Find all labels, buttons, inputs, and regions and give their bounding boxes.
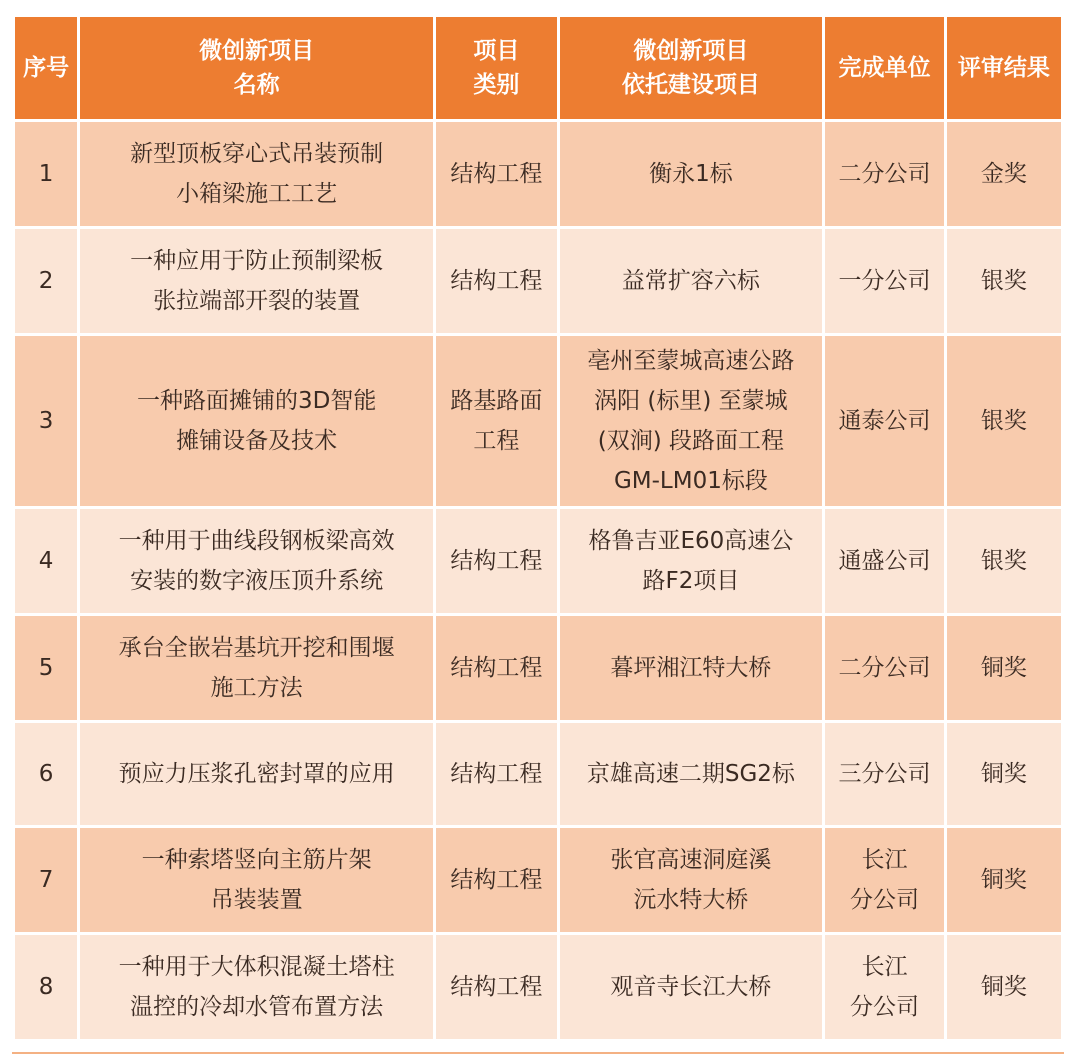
cell-project: [560, 616, 823, 720]
cell-unit: [825, 723, 943, 825]
cell-result: [947, 935, 1061, 1039]
header-category-line: 类别: [473, 72, 520, 98]
cell-name: [80, 935, 433, 1039]
host-project-line: 京雄高速二期SG2标: [586, 761, 795, 787]
category-line: 结构工程: [450, 867, 543, 893]
header-project: [560, 17, 823, 119]
table-bottom-rule: [12, 1052, 1064, 1054]
header-category: [436, 17, 556, 119]
award-result: 铜奖: [980, 655, 1027, 681]
row-number: 8: [38, 974, 54, 1000]
project-name-line: 一种应用于防止预制梁板: [130, 248, 384, 274]
table-row: [15, 229, 1061, 333]
header-name: [80, 17, 433, 119]
cell-category: [436, 122, 556, 226]
cell-category: [436, 723, 556, 825]
header-category-line: 项目: [473, 38, 520, 64]
cell-unit: [825, 229, 943, 333]
row-number: 4: [38, 548, 54, 574]
header-row: [15, 17, 1061, 119]
cell-no: [15, 828, 77, 932]
project-name-line: 张拉端部开裂的装置: [153, 288, 361, 314]
unit-line: 分公司: [849, 887, 919, 913]
award-result: 银奖: [980, 548, 1027, 574]
cell-result: [947, 229, 1061, 333]
category-line: 工程: [473, 428, 520, 454]
table-row: [15, 723, 1061, 825]
table-row: [15, 616, 1061, 720]
cell-no: [15, 509, 77, 613]
category-line: 结构工程: [450, 974, 543, 1000]
host-project-line: 张官高速洞庭溪: [610, 847, 772, 873]
row-number: 5: [38, 655, 54, 681]
project-name-line: 预应力压浆孔密封罩的应用: [118, 761, 395, 787]
host-project-line: GM-LM01标段: [613, 468, 768, 494]
award-result: 铜奖: [980, 974, 1027, 1000]
cell-unit: [825, 935, 943, 1039]
unit-line: 长江: [861, 847, 908, 873]
table-row: [15, 935, 1061, 1039]
cell-result: [947, 336, 1061, 506]
cell-unit: [825, 122, 943, 226]
header-unit: [825, 17, 943, 119]
unit-line: 三分公司: [838, 761, 931, 787]
cell-name: [80, 723, 433, 825]
header-no: [15, 17, 77, 119]
unit-line: 通泰公司: [838, 408, 931, 434]
cell-name: [80, 336, 433, 506]
cell-no: [15, 336, 77, 506]
cell-category: [436, 616, 556, 720]
cell-category: [436, 229, 556, 333]
cell-unit: [825, 336, 943, 506]
cell-result: [947, 509, 1061, 613]
cell-no: [15, 229, 77, 333]
unit-line: 二分公司: [838, 655, 931, 681]
project-name-line: 吊装装置: [210, 887, 303, 913]
project-name-line: 一种路面摊铺的3D智能: [137, 388, 377, 414]
award-results-table: [12, 14, 1064, 1042]
host-project-line: 亳州至蒙城高速公路: [587, 348, 795, 374]
cell-project: [560, 336, 823, 506]
cell-project: [560, 122, 823, 226]
table-row: [15, 828, 1061, 932]
category-line: 结构工程: [450, 655, 543, 681]
cell-no: [15, 122, 77, 226]
unit-line: 长江: [861, 954, 908, 980]
cell-name: [80, 509, 433, 613]
award-result: 银奖: [980, 408, 1027, 434]
award-result: 铜奖: [980, 761, 1027, 787]
host-project-line: 暮坪湘江特大桥: [610, 655, 772, 681]
project-name-line: 施工方法: [210, 675, 303, 701]
award-result: 铜奖: [980, 867, 1027, 893]
header-no-label: 序号: [23, 55, 70, 81]
project-name-line: 一种用于曲线段钢板梁高效: [118, 528, 395, 554]
cell-name: [80, 122, 433, 226]
cell-category: [436, 828, 556, 932]
award-result: 银奖: [980, 268, 1027, 294]
award-result: 金奖: [980, 161, 1027, 187]
unit-line: 一分公司: [838, 268, 931, 294]
unit-line: 通盛公司: [838, 548, 931, 574]
header-result: [947, 17, 1061, 119]
table-row: [15, 336, 1061, 506]
table-row: [15, 122, 1061, 226]
row-number: 6: [38, 761, 54, 787]
cell-result: [947, 616, 1061, 720]
row-number: 3: [38, 408, 54, 434]
project-name-line: 承台全嵌岩基坑开挖和围堰: [118, 635, 395, 661]
host-project-line: 格鲁吉亚E60高速公: [588, 528, 794, 554]
project-name-line: 小箱梁施工工艺: [176, 181, 338, 207]
category-line: 结构工程: [450, 761, 543, 787]
row-number: 7: [38, 867, 54, 893]
project-name-line: 一种索塔竖向主筋片架: [141, 847, 372, 873]
project-name-line: 温控的冷却水管布置方法: [130, 994, 384, 1020]
cell-result: [947, 122, 1061, 226]
row-number: 1: [38, 161, 54, 187]
unit-line: 分公司: [849, 994, 919, 1020]
host-project-line: 益常扩容六标: [621, 268, 760, 294]
cell-no: [15, 723, 77, 825]
header-name-line: 名称: [233, 72, 280, 98]
cell-category: [436, 935, 556, 1039]
category-line: 路基路面: [450, 388, 543, 414]
cell-project: [560, 828, 823, 932]
cell-result: [947, 828, 1061, 932]
cell-project: [560, 723, 823, 825]
host-project-line: (双涧) 段路面工程: [597, 428, 785, 454]
category-line: 结构工程: [450, 268, 543, 294]
category-line: 结构工程: [450, 161, 543, 187]
host-project-line: 沅水特大桥: [633, 887, 749, 913]
cell-project: [560, 229, 823, 333]
cell-unit: [825, 616, 943, 720]
project-name-line: 新型顶板穿心式吊装预制: [130, 141, 384, 167]
table-row: [15, 509, 1061, 613]
cell-no: [15, 935, 77, 1039]
host-project-line: 涡阳 (标里) 至蒙城: [594, 388, 788, 414]
cell-unit: [825, 509, 943, 613]
cell-name: [80, 828, 433, 932]
cell-name: [80, 229, 433, 333]
host-project-line: 衡永1标: [649, 161, 733, 187]
header-project-line: 依托建设项目: [621, 72, 760, 98]
cell-no: [15, 616, 77, 720]
cell-project: [560, 509, 823, 613]
header-unit-label: 完成单位: [838, 55, 931, 81]
header-project-line: 微创新项目: [633, 38, 749, 64]
host-project-line: 路F2项目: [642, 568, 740, 594]
cell-category: [436, 336, 556, 506]
host-project-line: 观音寺长江大桥: [610, 974, 772, 1000]
cell-project: [560, 935, 823, 1039]
cell-unit: [825, 828, 943, 932]
cell-name: [80, 616, 433, 720]
category-line: 结构工程: [450, 548, 543, 574]
project-name-line: 一种用于大体积混凝土塔柱: [118, 954, 395, 980]
header-name-line: 微创新项目: [199, 38, 315, 64]
cell-category: [436, 509, 556, 613]
header-result-label: 评审结果: [957, 55, 1050, 81]
unit-line: 二分公司: [838, 161, 931, 187]
project-name-line: 摊铺设备及技术: [176, 428, 338, 454]
project-name-line: 安装的数字液压顶升系统: [130, 568, 384, 594]
cell-result: [947, 723, 1061, 825]
row-number: 2: [38, 268, 54, 294]
